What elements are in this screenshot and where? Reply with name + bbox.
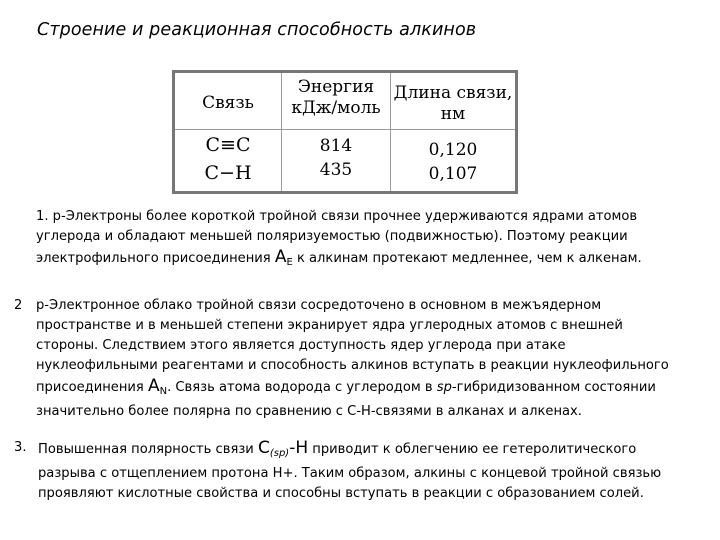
paragraph-2-line: р-Электронное облако тройной связи сосредоточено в основном в межъядерном [36, 298, 602, 313]
paragraph-2-number: 2 [14, 298, 23, 313]
header-bond: Связь [202, 93, 254, 113]
paragraph-2-line: значительно более полярна по сравнению с С-Н-связями в алканах и алкенах. [36, 404, 582, 419]
h-symbol: -H [289, 438, 309, 458]
paragraph-1-line: 1. р-Электроны более короткой тройной связи прочнее удерживаются ядрами атомов [36, 209, 638, 224]
ae-symbol: A [274, 247, 287, 267]
text: приводит к облегчению ее гетеролитического [308, 442, 637, 457]
text: электрофильного присоединения [36, 251, 275, 266]
text: -гибридизованном состоянии [451, 380, 656, 395]
paragraph-3-line [38, 438, 661, 464]
paragraph-1 [36, 207, 642, 273]
paragraph-1-line: углерода и обладают меньшей поляризуемостью (подвижностью). Поэтому реакции [36, 229, 628, 244]
paragraph-2-line [36, 376, 669, 402]
c-symbol: C [257, 438, 270, 458]
header-energy-line2: кДж/моль [291, 98, 381, 118]
an-subscript: N [159, 386, 168, 397]
paragraph-2-line: нуклеофильными реагентами и способность алкинов вступать в реакции нуклеофильного [36, 358, 669, 373]
header-energy-line1: Энергия [297, 77, 375, 97]
page-title: Строение и реакционная способность алкинов [37, 20, 477, 40]
text: присоединения [36, 380, 148, 395]
text: . Связь атома водорода с углеродом в [167, 380, 437, 395]
an-symbol: A [147, 376, 160, 396]
paragraph-3-number: 3. [14, 440, 27, 455]
table-row-divider [175, 129, 515, 130]
energy-cc: 814 [319, 136, 353, 156]
bond-ch: C−H [204, 162, 252, 184]
paragraph-3-line: проявляют кислотные свойства и способны вступать в реакции с образованием солей. [38, 486, 644, 501]
paragraph-2-line: стороны. Следствием этого является доступность ядер углерода при атаке [36, 338, 566, 353]
header-length-line1: Длина связи, [393, 83, 513, 103]
sp-subscript: (sp) [269, 448, 290, 459]
header-length-line2: нм [440, 104, 466, 124]
paragraph-3-line: разрыва с отщеплением протона Н+. Таким образом, алкины с концевой тройной связью [38, 466, 662, 481]
paragraph-2-line: пространстве и в меньшей степени экранирует ядра углеродных атомов с внешней [36, 318, 623, 333]
energy-ch: 435 [319, 160, 353, 180]
length-cc: 0,120 [428, 140, 478, 160]
ae-subscript: E [286, 257, 293, 268]
length-ch: 0,107 [428, 164, 478, 184]
paragraph-1-line [36, 247, 642, 273]
text: к алкинам протекают медленнее, чем к алкенам. [292, 251, 642, 266]
sp-italic: sp [436, 380, 452, 395]
paragraph-2 [36, 296, 669, 422]
bond-cc: C≡C [205, 134, 251, 156]
bond-properties-table [172, 70, 518, 194]
text: Повышенная полярность связи [38, 442, 258, 457]
paragraph-3 [38, 438, 661, 504]
